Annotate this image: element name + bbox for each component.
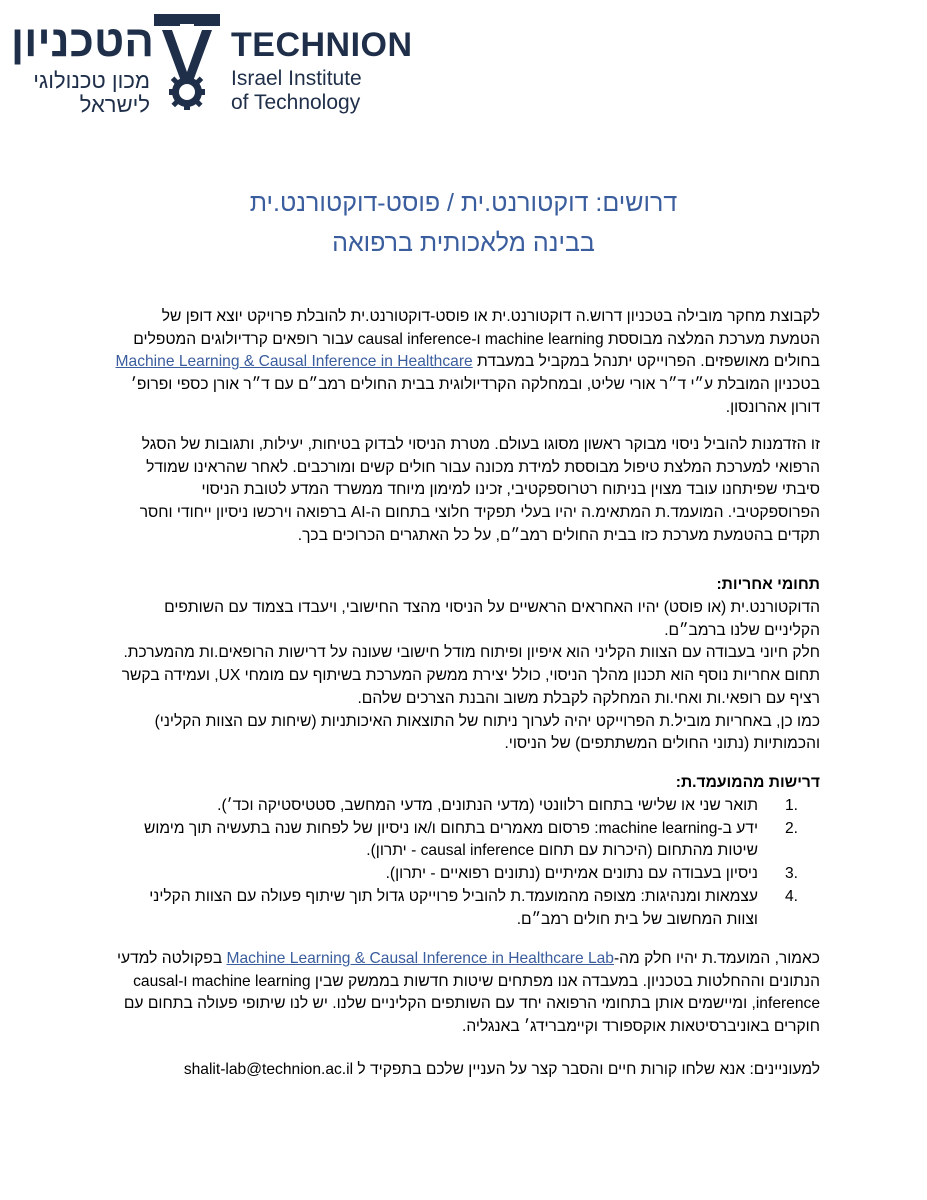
- lab-paragraph: [108, 948, 820, 1039]
- list-item-text: ניסיון בעבודה עם נתונים אמיתיים (נתונים רפואיים - יתרון).: [385, 865, 758, 883]
- responsibility-line: תחום אחריות נוסף הוא תכנון מהלך הניסוי, כולל יצירת ממשק המערכת בשיתוף עם מומחי UX, ועמידה בקשר רציף עם רופאי.ות ואחי.ות המחלקה לקבלת משוב והבנת הצרכים שלהם.: [121, 667, 820, 707]
- intro-text-b: בטכניון המובלת ע״י ד״ר אורי שליט, ובמחלקה הקרדיולוגית בבית החולים רמב״ם עם ד״ר אורן כספי ופרופ׳ דורון אהרונסון.: [130, 376, 820, 416]
- list-item-number: 4.: [784, 887, 798, 905]
- contact-text: למעוניינים: אנא שלחו קורות חיים והסבר קצר על העניין שלכם בתפקיד ל: [357, 1061, 820, 1078]
- list-item-text: ידע ב-machine learning: פרסום מאמרים בתחום ו/או ניסיון של לפחות שנה בתעשיה תוך מימוש שיטות מהתחום (היכרות עם תחום causal inference - יתרון).: [143, 819, 758, 860]
- logo-english-subtitle-2: of Technology: [231, 91, 361, 114]
- list-item-text: תואר שני או שלישי בתחום רלוונטי (מדעי הנתונים, מדעי המחשב, סטטיסטיקה וכד׳).: [217, 797, 758, 814]
- lab-text-a: כאמור, המועמד.ת יהיו חלק מה-: [613, 950, 820, 967]
- list-item: [130, 863, 798, 886]
- technion-emblem-icon: [154, 14, 220, 110]
- opportunity-paragraph: זו הזדמנות להוביל ניסוי מבוקר ראשון מסוגו בעולם. מטרת הניסוי לבדוק בטיחות, יעילות, ותגובות של הסגל הרפואי למערכת המלצת טיפול מבוססת למידת מכונה עבור חולים קשים ומורכבים. לאחר שהראינו שמודל סיבתי שפיתחנו עובד מצוין בניתוח רטרוספקטיבי, זכינו למימון מיוחד ממשרד המדע לטובת הניסוי הפרוספקטיבי. המועמד.ת המתאימ.ה יהיו בעלי תפקיד חלוצי בתחום ה-AI ברפואה וירכשו ניסיון ייחודי וחסר תקדים בהטמעת מערכת כזו בבית החולים רמב״ם, על כל האתגרים הכרוכים בכך.: [139, 436, 820, 544]
- list-item-text: עצמאות ומנהיגות: מצופה מהמועמד.ת להוביל פרוייקט גדול תוך שיתוף פעולה עם הצוות הקליני וצוות המחשוב של בית חולים רמב״ם.: [149, 887, 758, 928]
- contact-email[interactable]: shalit-lab@technion.ac.il: [183, 1061, 354, 1078]
- lab-link[interactable]: Machine Learning & Causal Inference in Healthcare: [115, 353, 473, 371]
- logo-english-name: TECHNION: [231, 26, 413, 64]
- logo-english-subtitle-1: Israel Institute: [231, 67, 362, 90]
- list-item-number: 1.: [784, 797, 798, 814]
- responsibilities-section: [108, 597, 820, 756]
- requirements-list: [130, 795, 798, 931]
- technion-logo: [10, 14, 413, 117]
- intro-paragraph: [108, 306, 820, 420]
- lab-full-link[interactable]: Machine Learning & Causal Inference in Healthcare Lab: [226, 950, 614, 967]
- logo-hebrew-name: הטכניון: [10, 17, 154, 66]
- logo-hebrew-subtitle-2: לישראל: [79, 92, 150, 117]
- contact-paragraph: [108, 1059, 820, 1082]
- responsibility-line: חלק חיוני בעבודה עם הצוות הקליני הוא איפיון ופיתוח מודל חישובי שעונה על דרישות הרופאים.ות מהמערכת.: [123, 644, 820, 662]
- page-title-line-1: דרושים: דוקטורנט.ית / פוסט-דוקטורנט.ית: [249, 189, 678, 217]
- page-title-line-2: בבינה מלאכותית ברפואה: [332, 229, 595, 257]
- list-item: [130, 795, 798, 818]
- requirements-heading: דרישות מהמועמד.ת:: [675, 774, 820, 791]
- lab-text-b: בפקולטה למדעי הנתונים וההחלטות בטכניון. במעבדה אנו מפתחים שיטות חדשות בממשק שבין machine learning ו-causal inference, ומיישמים אותן בתחומי הרפואה יחד עם השותפים הקליניים שלנו. יש לנו שיתופי פעולה בתחום עם חוקרים באוניברסיטאות אוקספורד וקיימברידג׳ באנגליה.: [116, 950, 820, 1036]
- responsibilities-heading: תחומי אחריות:: [716, 576, 820, 593]
- list-item-number: 2.: [784, 819, 798, 837]
- responsibility-line: הדוקטורנט.ית (או פוסט) יהיו האחראים הראשיים על הניסוי מהצד החישובי, ויעבדו בצמוד עם השותפים הקליניים שלנו ברמב״ם.: [164, 599, 820, 639]
- intro-text-a: לקבוצת מחקר מובילה בטכניון דרוש.ה דוקטורנט.ית או פוסט-דוקטורנט.ית להובלת פרויקט יוצא דופן של הטמעת מערכת המלצה מבוססת machine learning ו-causal inference עבור רופאים קרדיולוגים המטפלים בחולים מאושפזים. הפרוייקט יתנהל במקביל במעבדת: [133, 308, 820, 371]
- list-item: [130, 818, 798, 863]
- list-item: [130, 886, 798, 931]
- logo-hebrew-subtitle-1: מכון טכנולוגי: [33, 68, 150, 93]
- responsibility-line: כמו כן, באחריות מוביל.ת הפרוייקט יהיה לערוך ניתוח של התוצאות האיכותניות (שיחות עם הצוות הקליני) והכמותיות (נתוני החולים המשתתפים) של הניסוי.: [154, 712, 820, 753]
- list-item-number: 3.: [784, 865, 798, 883]
